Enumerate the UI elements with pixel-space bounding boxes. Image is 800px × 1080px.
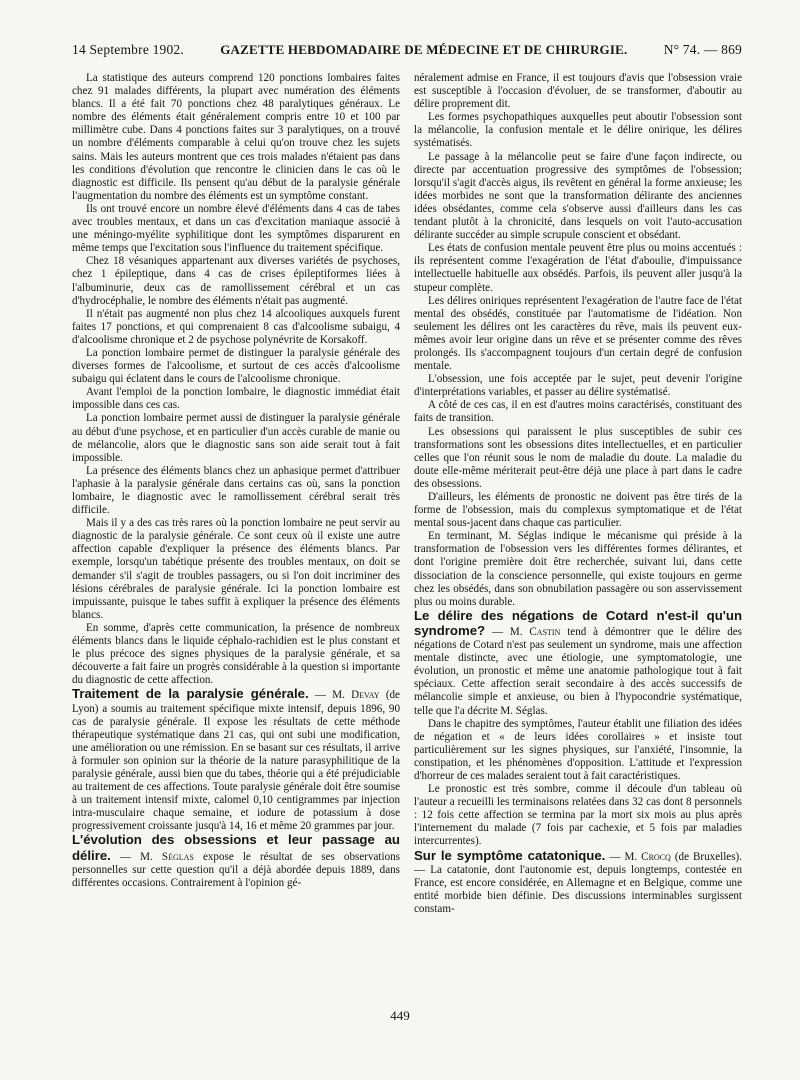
two-column-body [72,72,742,916]
section-cotard [414,609,742,718]
paragraph: La ponction lombaire permet aussi de distinguer la paralysie générale au début d'une psychose, et en particulier d'un accès curable de manie ou de mélancolie, alors que le diagnostic sans son aide serait tout à fait impossible. [72,412,400,464]
paragraph: Le passage à la mélancolie peut se faire d'une façon indirecte, ou directe par accentuation progressive des symptômes de l'obsession; lorsqu'il s'agit d'accès aigus, ils revêtent en général la forme anxieuse; les idées morbides ne sont que la transformation délirante des anciennes idées obsédantes, comme cela s'observe aussi d'ailleurs dans les cas tendant plutôt à la chronicité, dans lesquels on voit l'auto-accusation délirante succéder au simple scrupule conscient et obsédant. [414,150,742,242]
paragraph: Le pronostic est très sombre, comme il découle d'un tableau où l'auteur a recueilli les terminaisons relatées dans 32 cas dont 8 personnels : 12 fois cette affection se termina par la mort six mois au plus après l'internement du malade (7 fois par cachexie, et 5 fois par maladies intercurrentes). [414,783,742,848]
paragraph: Les obsessions qui paraissent le plus susceptibles de subir ces transformations sont les obsessions dites intellectuelles, et en particulier celles que l'on réunit sous le nom de maladie du doute. La maladie du doute elle-même mériterait peut-être déjà une place à part dans le cadre des obsessions. [414,425,742,490]
left-column [72,72,400,916]
paragraph: Chez 18 vésaniques appartenant aux diverses variétés de psychoses, chez 1 épileptique, dans 4 cas de crises épileptiformes liées à l'albuminurie, deux cas de ramollissement cérébral et un cas d'hydrocéphalie, le nombre des éléments n'était pas augmenté. [72,255,400,307]
paragraph: La statistique des auteurs comprend 120 ponctions lombaires faites chez 91 malades différents, la plupart avec numération des éléments blancs. Il a été fait 70 ponctions chez 48 paralytiques généraux. Le nombre des éléments était généralement compris entre 10 et 100 par millimètre cube. Dans 4 ponctions faites sur 3 paralytiques, on a trouvé un nombre d'éléments comparable à celui qu'on trouve chez les sujets sains. Mais les auteurs montrent que ces trois malades n'étaient pas dans les conditions d'évolution que rencontre le clinicien dans le cas où le diagnostic est difficile. Ils pensent qu'au début de la paralysie générale l'augmentation du nombre des éléments est un symptôme constant. [72,72,400,202]
paragraph: néralement admise en France, il est toujours d'avis que l'obsession vraie est susceptible à l'occasion d'évoluer, de se transformer, d'aboutir au délire proprement dit. [414,72,742,111]
paragraph: Ils ont trouvé encore un nombre élevé d'éléments dans 4 cas de tabes avec troubles mentaux, et dans un cas d'excitation maniaque associé à une méningo-myélite syphilitique dont les symptômes disparurent en même temps que l'excitation sous l'influence du traitement spécifique. [72,202,400,255]
header-date: 14 Septembre 1902. [72,42,184,57]
paragraph: En somme, d'après cette communication, la présence de nombreux éléments blancs dans le liquide céphalo-rachidien est le plus constant et le plus précoce des signes physiques de la paralysie générale, et sa découverte a fait faire un progrès considérable à la question si importante du diagnostic de cette affection. [72,621,400,687]
section-author: — M. Séglas [119,850,194,863]
paragraph: Les états de confusion mentale peuvent être plus ou moins accentués : ils représentent comme l'exagération de l'état d'aboulie, d'impuissance intellectuelle habituelle aux obsédés. Parfois, ils peuvent aller jusqu'à la stupeur complète. [414,242,742,294]
paragraph: Mais il y a des cas très rares où la ponction lombaire ne peut servir au diagnostic de la paralysie générale. Ce sont ceux où il existe une autre affection capable d'expliquer la présence des éléments blancs. Par exemple, lorsqu'un tabétique présente des troubles mentaux, on doit se demander s'il s'agit de troubles passagers, ou si l'on doit incriminer des lésions cérébrales de paralysie générale. Ici la ponction lombaire est impuissante, puisque le tabes suffit à expliquer la présence des éléments blancs. [72,517,400,621]
paragraph: Les délires oniriques représentent l'exagération de l'autre face de l'état mental des obsédés, constituée par l'automatisme de l'idéation. Non seulement les délires ont les caractères du rêve, mais ils peuvent eux-mêmes avoir leur origine dans un rêve et se présenter comme des rêves prolongés. Ils s'accompagnent toujours d'un certain degré de confusion mentale. [414,294,742,373]
paragraph: La présence des éléments blancs chez un aphasique permet d'attribuer l'aphasie à la paralysie générale dans certains cas où, sans la ponction lombaire, le diagnostic avec le ramollissement cérébral serait très difficile. [72,464,400,517]
paragraph: Les formes psychopathiques auxquelles peut aboutir l'obsession sont la mélancolie, la confusion mentale et le délire onirique, les délires systématisés. [414,111,742,150]
section-body: tend à démontrer que le délire des négations de Cotard n'est pas seulement un syndrome, mais une affection mentale distincte, avec une étiologie, une symptomatologie, une évolution, un pronostic et même une anatomie pathologique tout à fait spéciaux. Cette affection serait secondaire à des accès successifs de mélancolie simple et anxieuse, ou bien à l'hypocondrie systématique, telle que l'a décrite M. Séglas. [414,625,742,717]
section-title: Sur le symptôme catatonique. [414,847,606,863]
section-catatonia [414,849,742,916]
section-obsessions [72,833,400,889]
right-column [414,72,742,916]
paragraph: D'ailleurs, les éléments de pronostic ne doivent pas être tirés de la forme de l'obsession, mais du complexus symptomatique et de l'état mental sous-jacent dans chaque cas particulier. [414,491,742,530]
section-body: expose le résultat de ses observations personnelles sur cette question qu'il a déjà abordée depuis 1889, dans différentes occasions. Contrairement à l'opinion gé- [72,850,401,889]
paragraph: Avant l'emploi de la ponction lombaire, le diagnostic immédiat était impossible dans ces cas. [72,386,400,412]
paragraph: Il n'était pas augmenté non plus chez 14 alcooliques auxquels furent faites 17 ponctions, et qui comprenaient 8 cas d'alcoolisme subaigu, 4 d'alcoolisme chronique et 2 de psychose polynévrite de Korsakoff. [72,307,400,346]
paragraph: En terminant, M. Séglas indique le mécanisme qui préside à la transformation de l'obsession vers les différentes formes délirantes, et dont l'origine première doit être recherchée, suivant lui, dans cette dissociation de la conscience personnelle, qui existe toujours en germe chez les obsédés, dans son obnubilation passagère ou son asservissement plus ou moins durable. [414,530,742,608]
paragraph: La ponction lombaire permet de distinguer la paralysie générale des diverses formes de l'alcoolisme, et surtout de ces accès d'alcoolisme subaigu qui éclatent dans le cours de l'alcoolisme chronique. [72,346,400,386]
section-title: Traitement de la paralysie générale. [72,686,309,702]
running-head [72,42,742,58]
page-number: 449 [390,1008,410,1023]
header-journal-title: GAZETTE HEBDOMADAIRE DE MÉDECINE ET DE CHIRURGIE. [220,42,628,57]
section-body: (de Bruxelles). — La catatonie, dont l'autonomie est, depuis longtemps, contestée en France, est encore considérée, en Allemagne et en Belgique, comme une entité morbide bien définie. Des discussions interminables surgissent constam- [414,850,742,915]
section-treatment [72,687,400,833]
section-author: — M. Devay [314,689,380,702]
header-issue-page: N° 74. — 869 [663,42,742,57]
section-author: — M. Crocq [609,850,671,863]
section-author: — M. Castin [491,625,561,638]
paragraph: A côté de ces cas, il en est d'autres moins caractérisés, constituant des faits de transition. [414,399,742,425]
section-title: L'évolution des obsessions et leur passage au délire. [72,832,400,863]
paragraph: L'obsession, une fois acceptée par le sujet, peut devenir l'origine d'interprétations variables, et passer au délire systématisé. [414,373,742,399]
section-body: (de Lyon) a soumis au traitement spécifique mixte intensif, depuis 1896, 90 cas de paralysie générale. Il expose les résultats de cette méthode thérapeutique systématique dans 21 cas, qui ont subi une modification, une amélioration ou une rémission. En se basant sur ces résultats, il arrive à formuler son opinion sur la théorie de la nature parasyphilitique de la paralysie générale, aussi bien que du tabes, théorie qui a été préjudiciable au traitement de ces affections. Toute paralysie générale doit être soumise à un traitement intensif mixte, calomel 0,10 centigrammes par injection intra-musculaire chaque semaine, et iodure de potassium à dose progressivement croissante jusqu'à 14, 16 et même 20 grammes par jour. [72,689,400,833]
section-title: Le délire des négations de Cotard n'est-il qu'un syndrome? [414,607,742,638]
paragraph: Dans le chapitre des symptômes, l'auteur établit une filiation des idées de négation et « de leurs idées corollaires » et insiste tout particulièrement sur les signes physiques, sur l'anxiété, l'insomnie, la constipation, et les phénomènes d'opposition. L'attitude et l'expression d'horreur de ces malades seraient tout à fait caractéristiques. [414,717,742,782]
